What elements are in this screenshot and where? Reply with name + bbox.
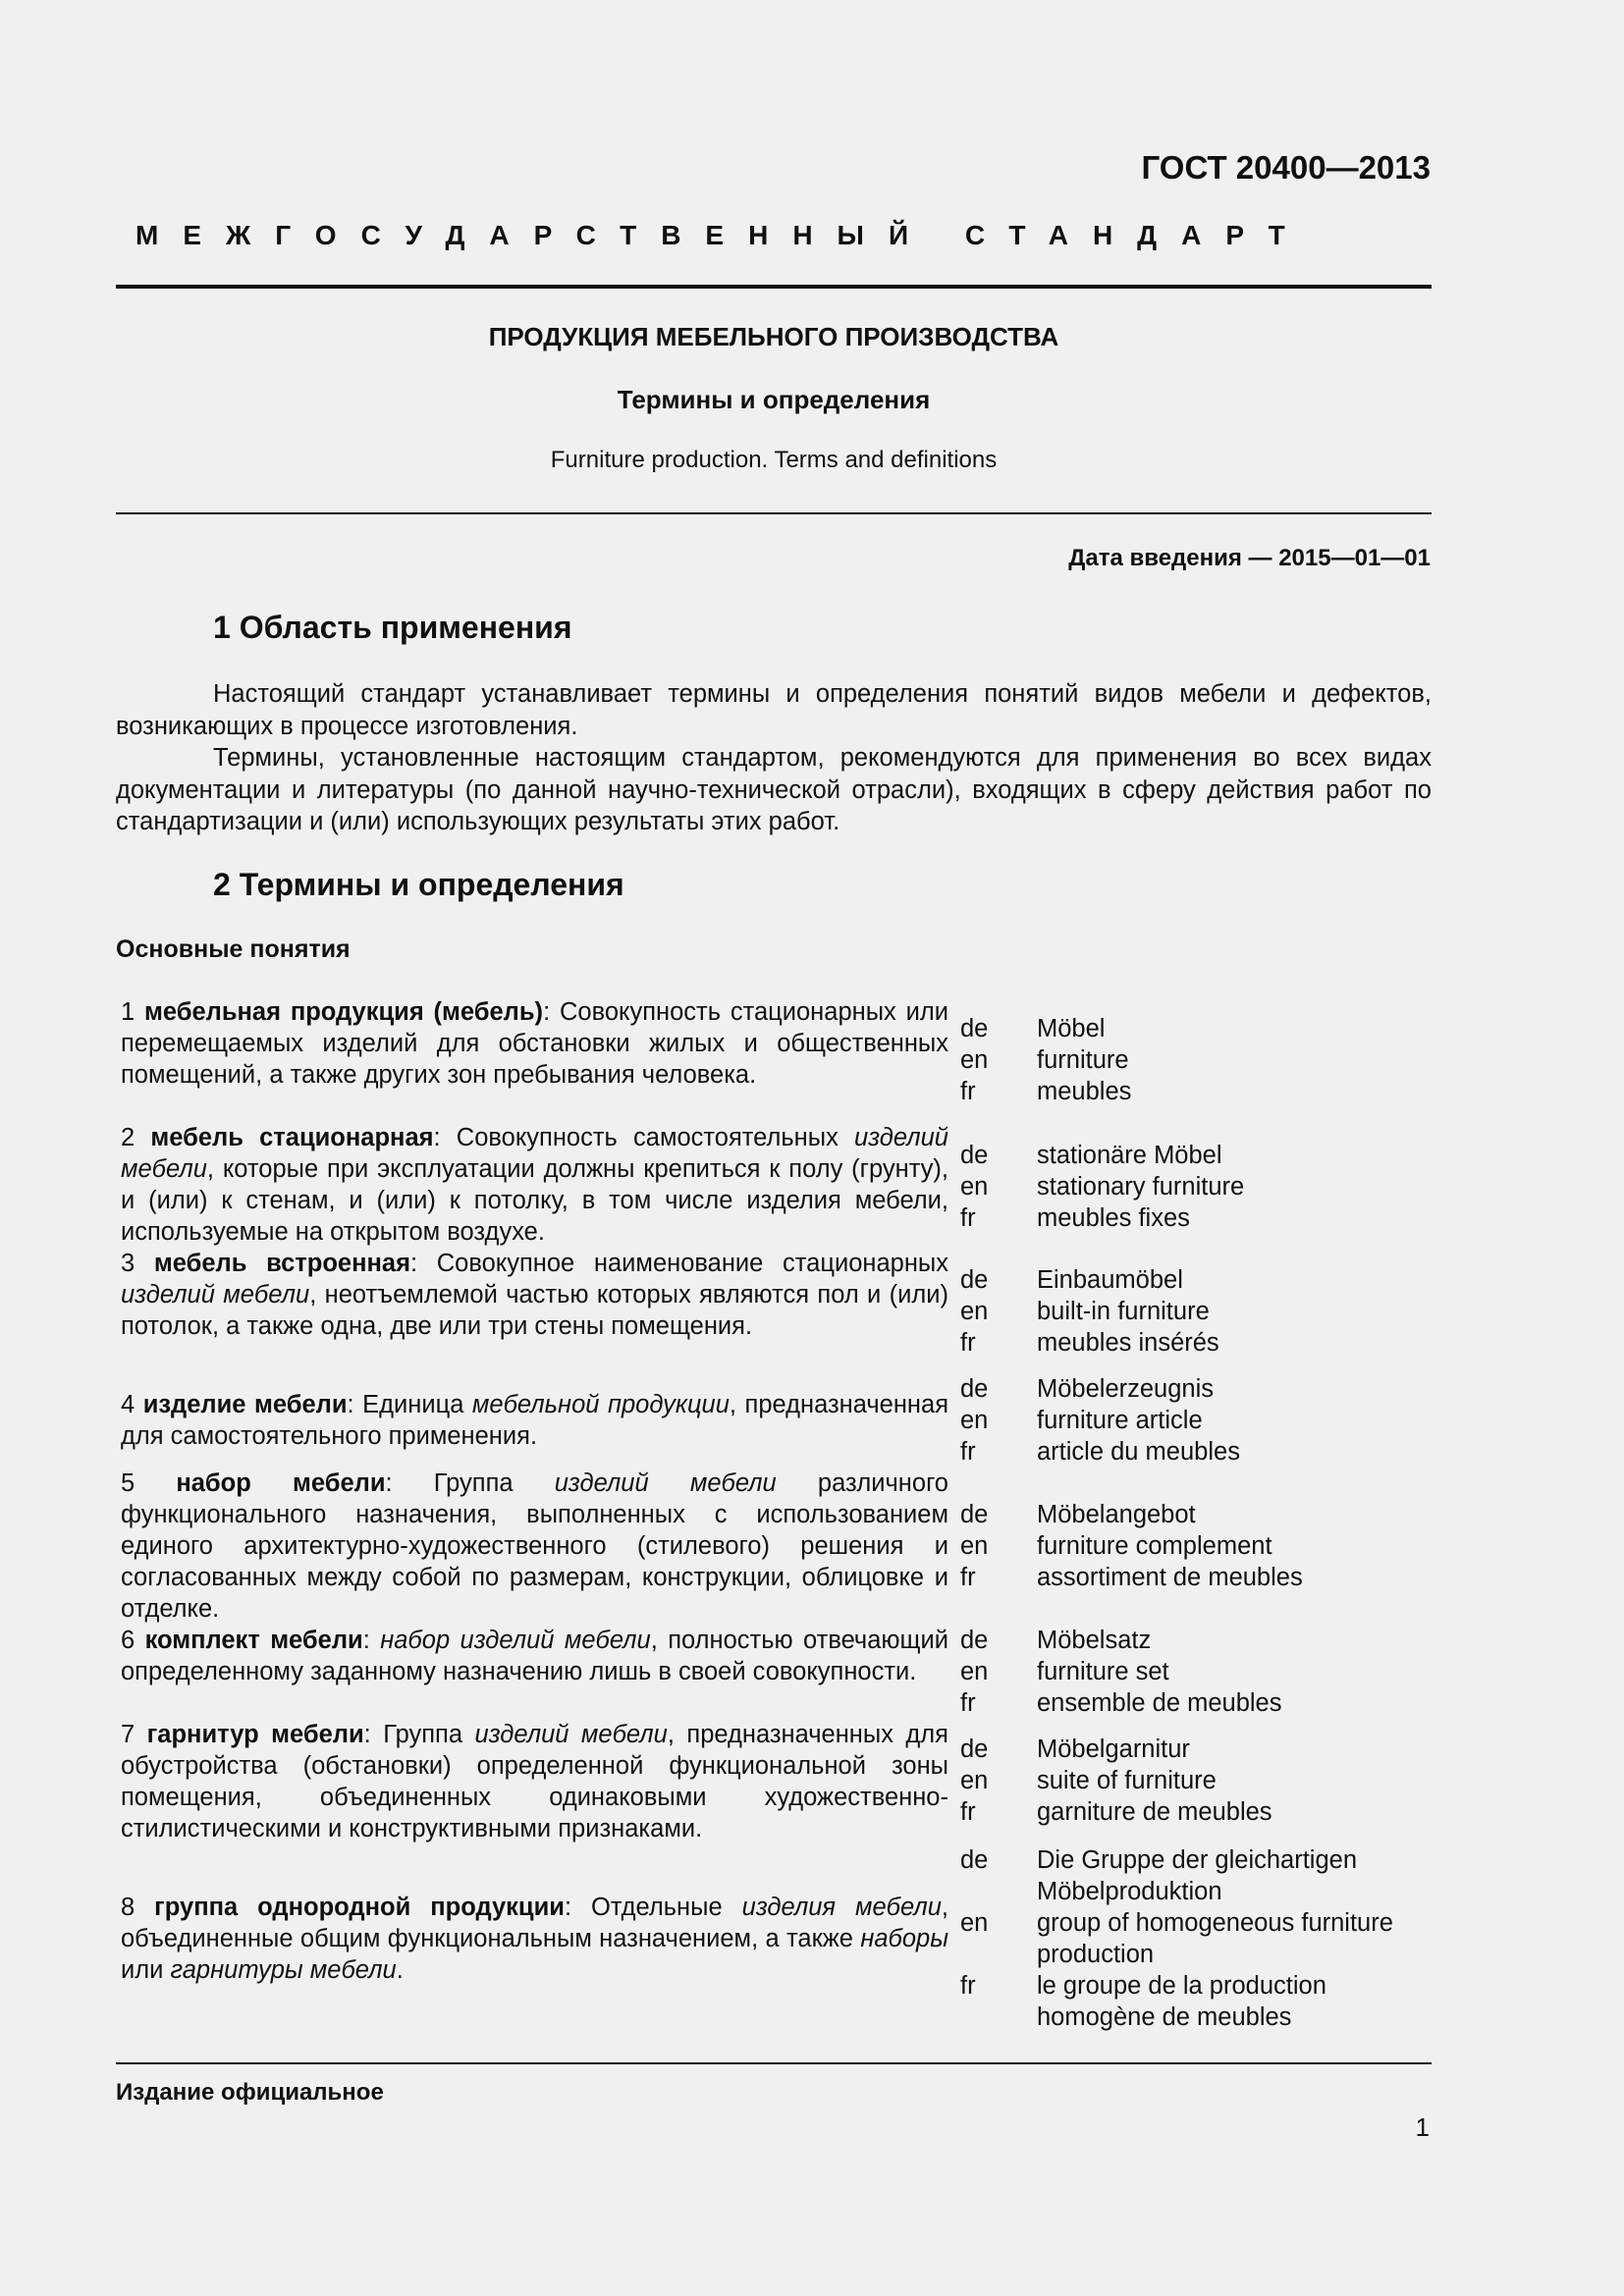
term-definition: : Отдельные [564,1894,742,1921]
lang-de: de [960,1627,989,1654]
section-1-paragraph-2: Термины, установленные настоящим стандартом, рекомендуются для применения во всех видах документации и литературы (по данной научно-технической отрасли), входящих в сферу действия работ по стандартизации и (или) использующих результаты этих работ. [116,744,1432,835]
equiv-en: suite of furniture [1037,1767,1217,1794]
lang-fr: fr [960,1438,976,1466]
section-2-subheading: Основные понятия [116,935,351,963]
section-1-paragraph-1: Настоящий стандарт устанавливает термины и определения понятий видов мебели и дефектов, возникающих в процессе изготовления. [116,680,1432,740]
term-reference: изделий мебели [121,1124,948,1183]
term-reference: изделий мебели [121,1281,310,1308]
lang-en: en [960,1532,989,1560]
term-definition: различного функционального назначения, выполненных с использованием единого архитектурно-художественного (стилевого) решения и согласованных между собой по размерам, конструкции, облицовке и отделке. [121,1469,948,1623]
term-definition: , предназначенная для самостоятельного применения. [121,1391,948,1450]
term-definition: : Единица [347,1391,472,1418]
main-title: ПРОДУКЦИЯ МЕБЕЛЬНОГО ПРОИЗВОДСТВА [488,322,1059,351]
equiv-fr: ensemble de meubles [1037,1689,1282,1717]
term-entry-2 [121,1122,948,1248]
equiv-fr: article du meubles [1037,1438,1240,1466]
lang-fr: fr [960,1564,976,1591]
term-reference: набор изделий мебели [380,1627,651,1654]
lang-de: de [960,1142,989,1169]
term-reference: изделия мебели [741,1894,942,1921]
term-name: гарнитур мебели [146,1721,364,1748]
section-2-heading: 2 Термины и определения [213,867,624,902]
term-reference: наборы [860,1925,948,1952]
term-entry-7 [121,1719,948,1844]
interstate-standard-label: МЕЖГОСУДАРСТВЕННЫЙ СТАНДАРТ [135,220,1310,250]
term-number: 2 [121,1124,151,1151]
term-number: 5 [121,1469,177,1497]
equiv-de: stationäre Möbel [1037,1142,1222,1169]
equivalents-8 [1037,1844,1430,2033]
section-1-body [116,678,1432,838]
lang-codes-5 [960,1499,1009,1593]
header-rule [116,285,1432,289]
subtitle: Термины и определения [617,385,931,414]
english-title: Furniture production. Terms and definitions [550,447,998,473]
equiv-de: Möbelangebot [1037,1501,1196,1528]
equivalents-1 [1037,1013,1430,1107]
term-entry-6 [121,1625,948,1687]
lang-en: en [960,1658,989,1685]
lang-de: de [960,1375,989,1403]
equiv-de: Die Gruppe der gleichartigen Möbelproduktion [1037,1846,1358,1905]
lang-de: de [960,1015,989,1042]
introduction-date: Дата введения — 2015—01—01 [1068,545,1431,571]
lang-codes-1 [960,1013,1009,1107]
lang-en: en [960,1407,989,1434]
lang-en: en [960,1909,989,1937]
term-name: мебельная продукция (мебель) [144,998,544,1026]
lang-fr: fr [960,1798,976,1826]
term-number: 1 [121,998,145,1026]
term-definition: : [362,1627,381,1654]
term-definition: : Совокупность стационарных или перемещаемых изделий для обстановки жилых и общественных помещений, а также других зон пребывания человека. [121,998,948,1089]
document-code: ГОСТ 20400—2013 [1141,149,1431,186]
term-name: комплект мебели [144,1627,363,1654]
term-definition: . [396,1956,404,1984]
term-definition: : Совокупное наименование стационарных [409,1250,948,1277]
lang-codes-4 [960,1373,1009,1468]
term-entry-8 [121,1892,948,1986]
lang-fr: fr [960,1689,976,1717]
term-reference: мебельной продукции [471,1391,730,1418]
lang-en: en [960,1046,989,1074]
equiv-en: furniture article [1037,1407,1203,1434]
lang-de: de [960,1501,989,1528]
equiv-de: Einbaumöbel [1037,1266,1183,1294]
term-entry-3 [121,1248,948,1342]
term-name: мебель стационарная [150,1124,434,1151]
equivalents-5 [1037,1499,1430,1593]
lang-fr: fr [960,1078,976,1105]
term-number: 6 [121,1627,145,1654]
lang-de: de [960,1735,989,1763]
lang-fr: fr [960,1329,976,1357]
official-edition-label: Издание официальное [116,2079,384,2106]
equiv-en: furniture set [1037,1658,1169,1685]
term-reference: гарнитуры мебели [170,1956,397,1984]
footer-rule [116,2062,1432,2064]
term-reference: изделий мебели [474,1721,668,1748]
equivalents-4 [1037,1373,1430,1468]
term-definition: : Совокупность самостоятельных [433,1124,855,1151]
lang-de: de [960,1846,989,1874]
term-entry-4 [121,1389,948,1452]
equivalents-3 [1037,1264,1430,1359]
lang-codes-8 [960,1844,1009,2002]
equiv-en: built-in furniture [1037,1298,1210,1325]
equivalents-2 [1037,1140,1430,1234]
term-entry-1 [121,996,948,1091]
term-definition: , предназначенных для обустройства (обстановки) определенной функциональной зоны помещения, объединенных одинаковыми художественно-стилистическими и конструктивными признаками. [121,1721,948,1842]
equiv-fr: meubles fixes [1037,1204,1190,1232]
term-number: 8 [121,1894,155,1921]
term-number: 4 [121,1391,143,1418]
term-definition: или [121,1956,171,1984]
lang-fr: fr [960,1972,976,2000]
equivalents-7 [1037,1734,1430,1828]
term-name: изделие мебели [142,1391,348,1418]
equiv-fr: garniture de meubles [1037,1798,1272,1826]
term-name: набор мебели [176,1469,386,1497]
equiv-en: group of homogeneous furniture production [1037,1909,1393,1968]
term-definition: : Группа [385,1469,555,1497]
lang-en: en [960,1298,989,1325]
equiv-fr: meubles insérés [1037,1329,1219,1357]
term-definition: , объединенные общим функциональным назначением, а также [121,1894,948,1952]
term-reference: изделий мебели [554,1469,777,1497]
term-name: мебель встроенная [153,1250,410,1277]
term-definition: : Группа [363,1721,475,1748]
page-number: 1 [1415,2112,1430,2142]
section-1-heading: 1 Область применения [213,610,572,645]
equiv-en: furniture [1037,1046,1129,1074]
equivalents-6 [1037,1625,1430,1719]
term-definition: , полностью отвечающий определенному заданному назначению лишь в своей совокупности. [121,1627,948,1685]
title-rule [116,512,1432,514]
term-name: группа однородной продукции [154,1894,565,1921]
lang-fr: fr [960,1204,976,1232]
lang-de: de [960,1266,989,1294]
equiv-fr: meubles [1037,1078,1132,1105]
lang-en: en [960,1767,989,1794]
lang-codes-7 [960,1734,1009,1828]
term-entry-5 [121,1468,948,1625]
equiv-fr: assortiment de meubles [1037,1564,1303,1591]
equiv-fr: le groupe de la production homogène de meubles [1037,1972,1326,2031]
equiv-de: Möbel [1037,1015,1106,1042]
equiv-de: Möbelerzeugnis [1037,1375,1215,1403]
lang-codes-6 [960,1625,1009,1719]
lang-codes-3 [960,1264,1009,1359]
term-number: 7 [121,1721,147,1748]
equiv-de: Möbelsatz [1037,1627,1152,1654]
equiv-en: stationary furniture [1037,1173,1245,1201]
lang-codes-2 [960,1140,1009,1234]
term-definition: , которые при эксплуатации должны крепиться к полу (грунту), и (или) к стенам, и (или) к потолку, в том числе изделия мебели, используемые на открытом воздухе. [121,1155,948,1246]
equiv-en: furniture complement [1037,1532,1272,1560]
term-definition: , неотъемлемой частью которых являются пол и (или) потолок, а также одна, две или три стены помещения. [121,1281,949,1340]
equiv-de: Möbelgarnitur [1037,1735,1190,1763]
lang-en: en [960,1173,989,1201]
term-number: 3 [121,1250,154,1277]
